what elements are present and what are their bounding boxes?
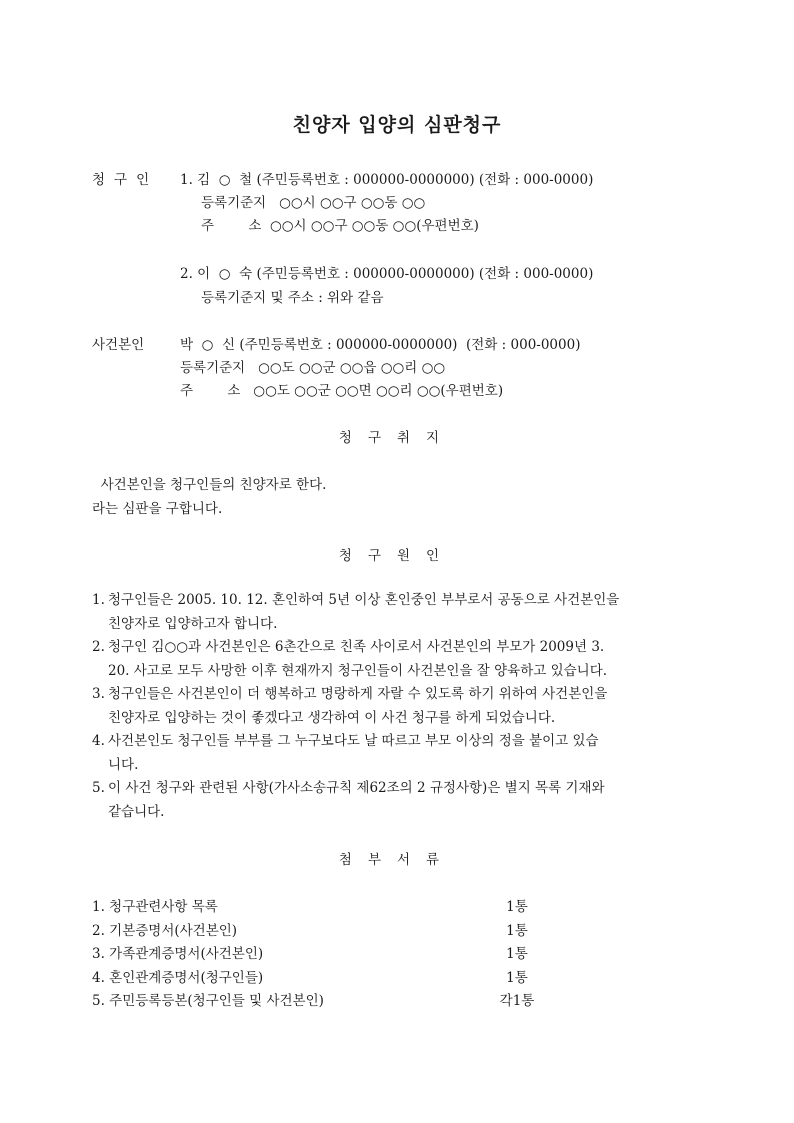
attachments-heading: 첨부서류 <box>338 852 456 868</box>
cause-item-text: 청구인들은 사건본인이 더 행복하고 명랑하게 자랄 수 있도록 하기 위하여 사건본인을 <box>108 686 608 702</box>
purpose-heading: 청구취지 <box>338 430 456 446</box>
attachment-count: 1통 <box>506 970 528 986</box>
attachment-name: 1. 청구관련사항 목록 <box>92 899 218 915</box>
claimant-1-line3: 주 소 ○○시 ○○구 ○○동 ○○(우편번호) <box>201 218 479 234</box>
attachment-name: 3. 가족관계증명서(사건본인) <box>92 946 264 962</box>
cause-item-number: 5. <box>92 780 105 796</box>
cause-item-continuation: 니다. <box>108 756 139 773</box>
cause-item-number: 4. <box>92 733 105 749</box>
attachment-count: 각1통 <box>499 993 535 1009</box>
principal-line2: 등록기준지 ○○도 ○○군 ○○읍 ○○리 ○○ <box>180 360 446 376</box>
attachment-count: 1통 <box>506 946 528 962</box>
cause-item-continuation: 같습니다. <box>108 803 165 820</box>
cause-item-1 <box>92 589 702 636</box>
cause-item-3 <box>92 683 702 730</box>
cause-item-number: 1. <box>92 592 105 608</box>
attachment-name: 2. 기본증명서(사건본인) <box>92 923 238 939</box>
principal-line3: 주 소 ○○도 ○○군 ○○면 ○○리 ○○(우편번호) <box>180 383 504 399</box>
cause-item-text: 청구인들은 2005. 10. 12. 혼인하여 5년 이상 혼인중인 부부로서 공동으로 사건본인을 <box>108 592 620 608</box>
principal-line1: 박 ○ 신 (주민등록번호 : 000000-0000000) (전화 : 000-0000) <box>180 337 581 353</box>
document-title: 친양자 입양의 심판청구 <box>292 114 502 136</box>
attachment-count: 1통 <box>506 899 528 915</box>
cause-item-continuation: 20. 사고로 모두 사망한 이후 현재까지 청구인들이 사건본인을 잘 양육하고 있습니다. <box>108 662 608 679</box>
attachment-name: 5. 주민등록등본(청구인들 및 사건본인) <box>92 993 324 1009</box>
cause-item-text: 청구인 김○○과 사건본인은 6촌간으로 친족 사이로서 사건본인의 부모가 2009년 3. <box>108 639 605 655</box>
claimant-2-line2: 등록기준지 및 주소 : 위와 같음 <box>201 290 384 306</box>
attachment-name: 4. 혼인관계증명서(청구인들) <box>92 970 264 986</box>
cause-item-5 <box>92 777 702 824</box>
principal-label: 사건본인 <box>92 337 145 353</box>
cause-item-number: 2. <box>92 639 105 655</box>
attachment-count: 1통 <box>506 923 528 939</box>
cause-item-2 <box>92 636 702 683</box>
cause-item-text: 이 사건 청구와 관련된 사항(가사소송규칙 제62조의 2 규정사항)은 별지 목록 기재와 <box>108 780 605 796</box>
claimant-2-line1: 2. 이 ○ 숙 (주민등록번호 : 000000-0000000) (전화 : 000-0000) <box>180 266 594 282</box>
claimant-1-line2: 등록기준지 ○○시 ○○구 ○○동 ○○ <box>201 195 426 211</box>
cause-heading: 청구원인 <box>338 548 456 564</box>
cause-item-number: 3. <box>92 686 105 702</box>
cause-item-text: 사건본인도 청구인들 부부를 그 누구보다도 날 따르고 부모 이상의 정을 붙이고 있습 <box>108 733 599 749</box>
purpose-line-2: 라는 심판을 구합니다. <box>92 501 223 517</box>
purpose-line-1: 사건본인을 청구인들의 친양자로 한다. <box>92 477 327 493</box>
cause-item-continuation: 친양자로 입양하는 것이 좋겠다고 생각하여 이 사건 청구를 하게 되었습니다. <box>108 709 556 726</box>
cause-item-continuation: 친양자로 입양하고자 합니다. <box>108 615 278 632</box>
cause-item-4 <box>92 730 702 777</box>
claimant-label: 청구인 <box>92 172 159 188</box>
claimant-1-line1: 1. 김 ○ 철 (주민등록번호 : 000000-0000000) (전화 : 000-0000) <box>180 172 594 188</box>
